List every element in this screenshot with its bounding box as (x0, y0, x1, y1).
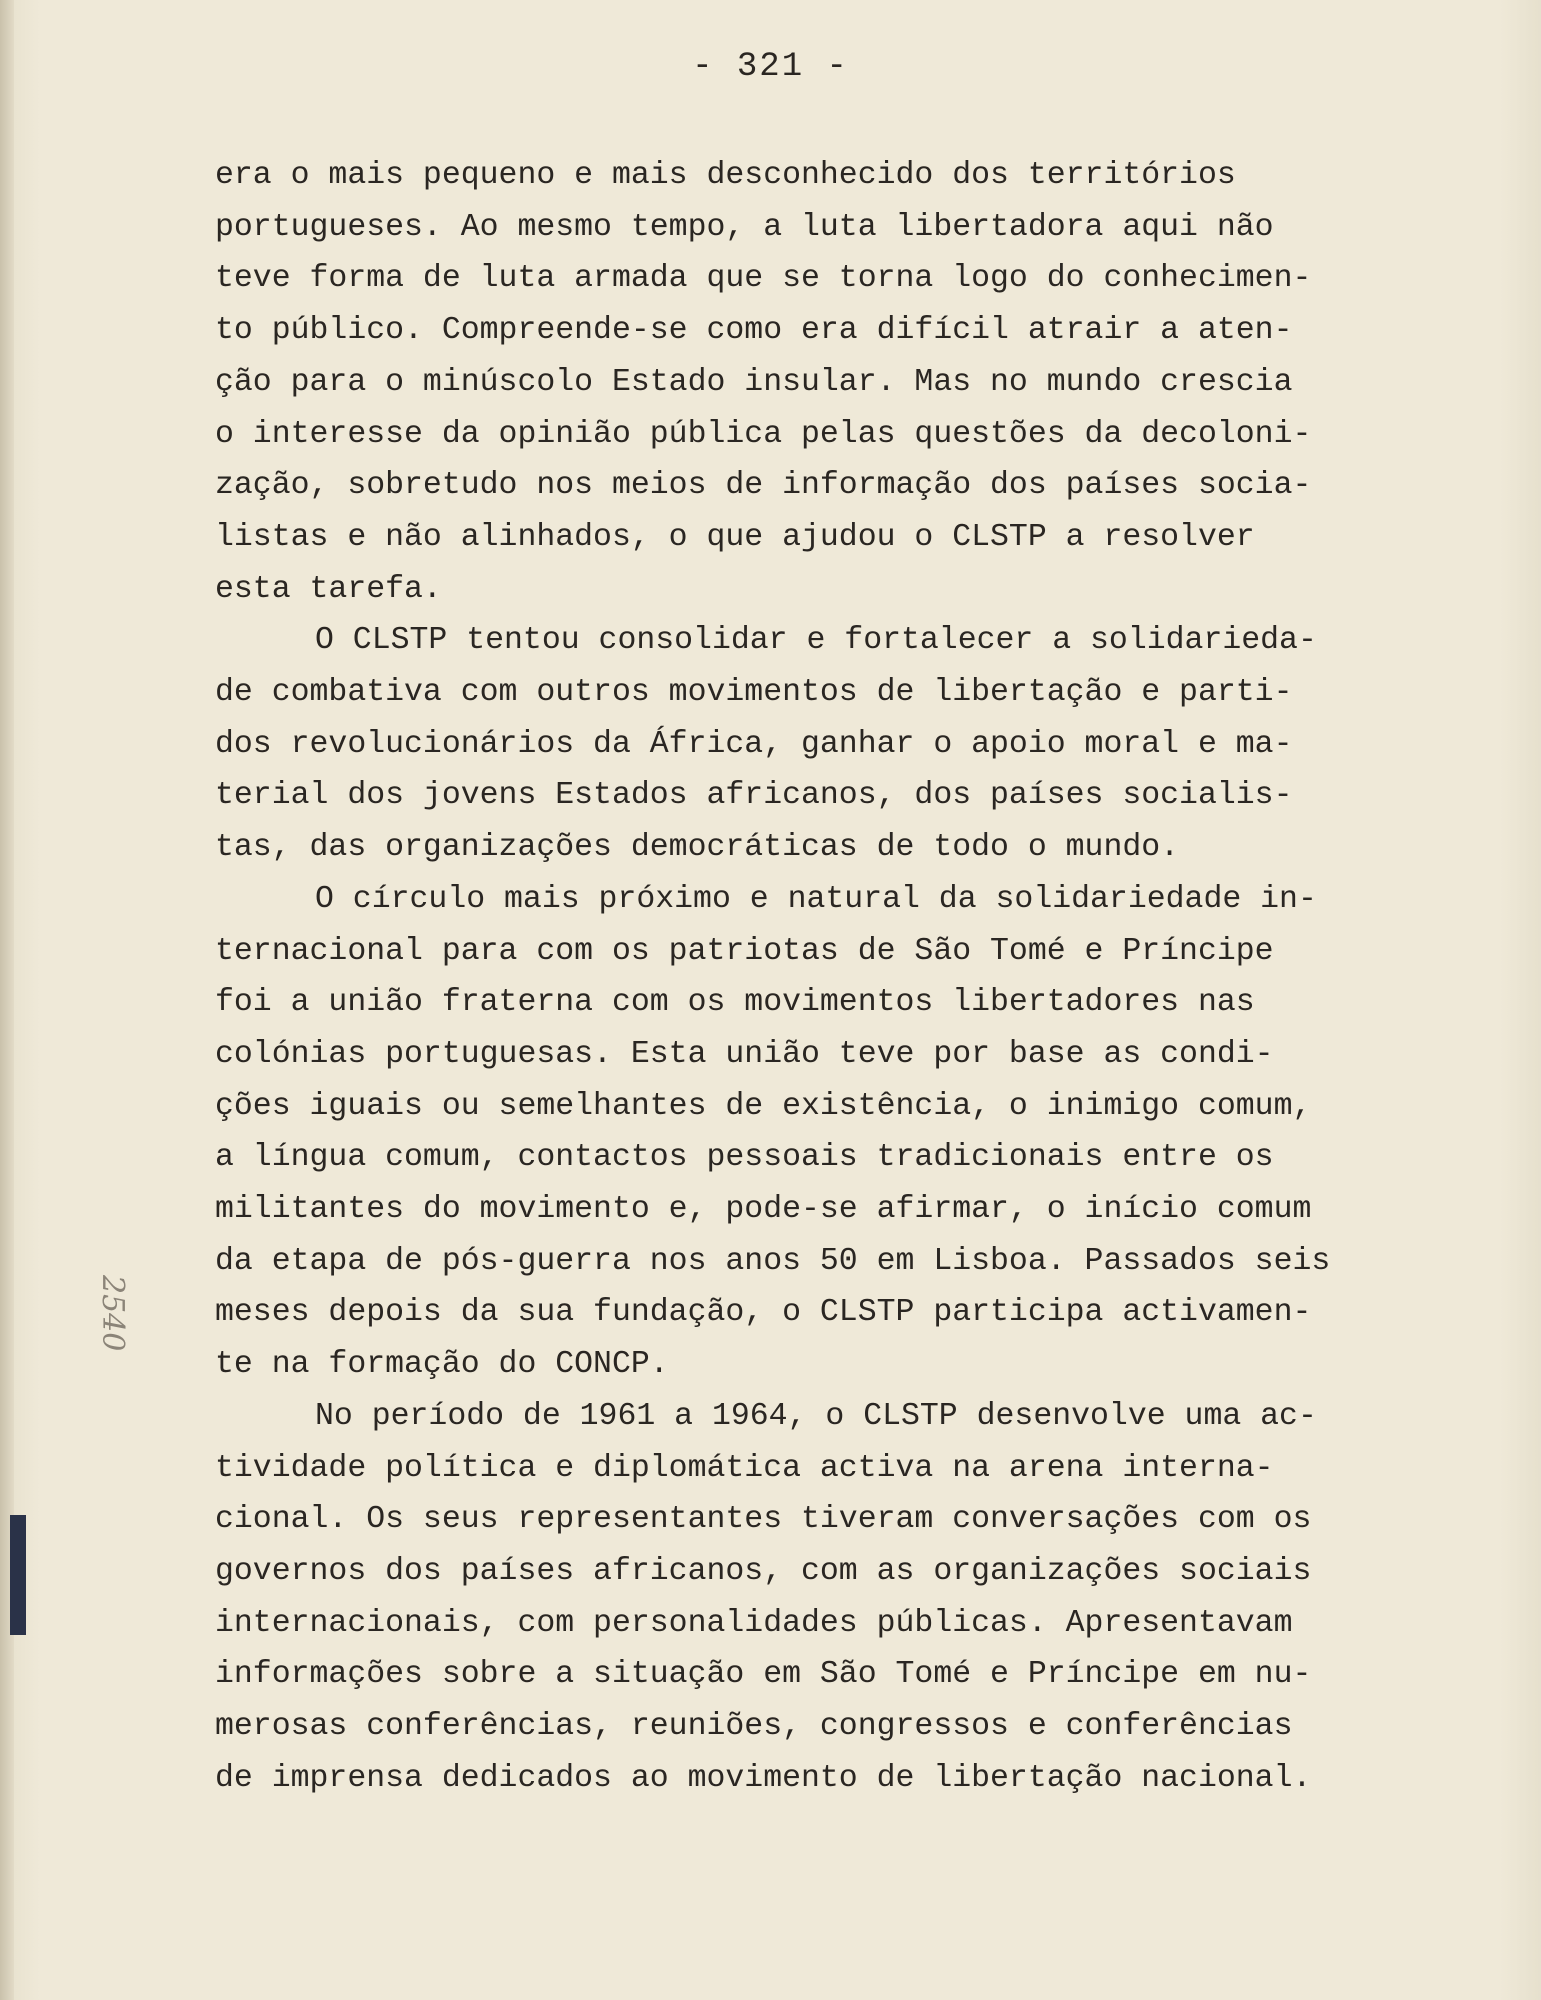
text-line: foi a união fraterna com os movimentos libertadores nas (215, 985, 1255, 1021)
text-line: ções iguais ou semelhantes de existência, o inimigo comum, (215, 1088, 1312, 1124)
text-line: tividade política e diplomática activa na arena interna- (215, 1450, 1274, 1486)
text-line: cional. Os seus representantes tiveram conversações com os (215, 1502, 1312, 1538)
handwritten-margin-note: 2540 (95, 1275, 130, 1352)
text-line: O círculo mais próximo e natural da solidariedade in- (315, 881, 1317, 917)
text-line: ternacional para com os patriotas de São Tomé e Príncipe (215, 933, 1274, 969)
text-line: meses depois da sua fundação, o CLSTP participa activamen- (215, 1295, 1312, 1331)
text-line: governos dos países africanos, com as organizações sociais (215, 1553, 1312, 1589)
text-line: a língua comum, contactos pessoais tradicionais entre os (215, 1140, 1274, 1176)
text-line: merosas conferências, reuniões, congressos e conferências (215, 1709, 1293, 1745)
text-line: colónias portuguesas. Esta união teve por base as condi- (215, 1036, 1274, 1072)
text-line: militantes do movimento e, pode-se afirmar, o início comum (215, 1192, 1312, 1228)
text-line: to público. Compreende-se como era difícil atrair a aten- (215, 313, 1293, 349)
text-line: portugueses. Ao mesmo tempo, a luta libertadora aqui não (215, 209, 1274, 245)
text-line: listas e não alinhados, o que ajudou o CLSTP a resolver (215, 519, 1255, 555)
text-line: ção para o minúscolo Estado insular. Mas no mundo crescia (215, 364, 1293, 400)
text-line: esta tarefa. (215, 571, 442, 607)
text-line: tas, das organizações democráticas de todo o mundo. (215, 830, 1180, 866)
text-line: No período de 1961 a 1964, o CLSTP desenvolve uma ac- (315, 1398, 1317, 1434)
text-line: zação, sobretudo nos meios de informação dos países socia- (215, 468, 1312, 504)
text-line: dos revolucionários da África, ganhar o apoio moral e ma- (215, 726, 1293, 762)
body-text (215, 150, 1465, 1805)
text-line: de imprensa dedicados ao movimento de libertação nacional. (215, 1760, 1312, 1796)
page-number: - 321 - (692, 48, 849, 86)
text-line: teve forma de luta armada que se torna logo do conhecimen- (215, 261, 1312, 297)
text-line: informações sobre a situação em São Tomé e Príncipe em nu- (215, 1657, 1312, 1693)
text-line: te na formação do CONCP. (215, 1347, 669, 1383)
text-line: terial dos jovens Estados africanos, dos países socialis- (215, 778, 1293, 814)
text-line: da etapa de pós-guerra nos anos 50 em Lisboa. Passados seis (215, 1243, 1331, 1279)
text-line: era o mais pequeno e mais desconhecido dos territórios (215, 158, 1236, 193)
text-line: o interesse da opinião pública pelas questões da decoloni- (215, 416, 1312, 452)
text-line: de combativa com outros movimentos de libertação e parti- (215, 675, 1293, 711)
binding-tab-mark (10, 1515, 26, 1635)
page-binding-edge (0, 0, 14, 2000)
text-line: O CLSTP tentou consolidar e fortalecer a solidarieda- (315, 623, 1317, 659)
text-line: internacionais, com personalidades públicas. Apresentavam (215, 1605, 1293, 1641)
